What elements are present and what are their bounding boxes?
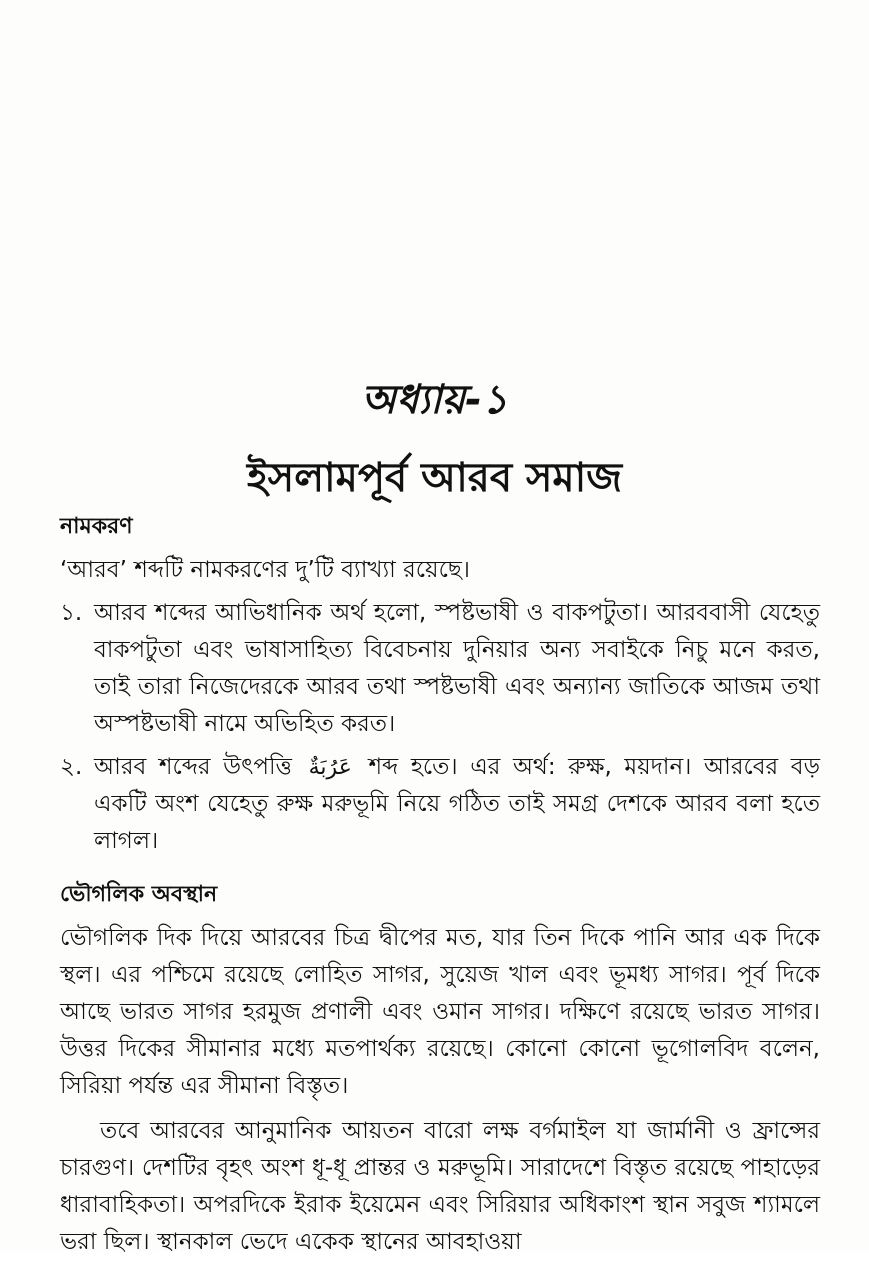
section-naming — [60, 512, 820, 860]
list-item — [60, 595, 820, 743]
intro-paragraph: ‘আরব’ শব্দটি নামকরণের দু’টি ব্যাখ্যা রয়েছে। — [60, 557, 470, 583]
paragraph: ভৌগলিক দিক দিয়ে আরবের চিত্র দ্বীপের মত, যার তিন দিকে পানি আর এক দিকে স্থল। এর পশ্চিমে রয়েছে লোহিত সাগর, সুয়েজ খাল এবং ভূমধ্য সাগর। পূর্ব দিকে আছে ভারত সাগর হরমুজ প্রণালী এবং ওমান সাগর। দক্ষিণে রয়েছে ভারত সাগর। উত্তর দিকের সীমানার মধ্যে মতপার্থক্য রয়েছে। কোনো কোনো ভূগোলবিদ বলেন, সিরিয়া পর্যন্ত এর সীমানা বিস্তৃত। — [60, 925, 820, 1099]
list-item — [60, 749, 820, 860]
section-geography — [60, 880, 820, 1261]
section-heading: ভৌগলিক অবস্থান — [60, 882, 218, 907]
paragraph: তবে আরবের আনুমানিক আয়তন বারো লক্ষ বর্গমাইল যা জার্মানী ও ফ্রান্সের চারগুণ। দেশটির বৃহৎ অংশ ধূ-ধূ প্রান্তর ও মরুভূমি। সারাদেশে বিস্তৃত রয়েছে পাহাড়ের ধারাবাহিকতা। অপরদিকে ইরাক ইয়েমেন এবং সিরিয়ার অধিকাংশ স্থান সবুজ শ্যামলে ভরা ছিল। স্থানকাল ভেদে একেক স্থানের আবহাওয়া — [60, 1118, 820, 1255]
list-number: ১. — [60, 600, 83, 626]
list-item-text: আরব শব্দের উৎপত্তি — [94, 754, 293, 780]
arabic-word: عَرُبَةٌ — [308, 755, 352, 780]
section-heading: নামকরণ — [60, 514, 133, 539]
page-content — [60, 512, 820, 1261]
list-item-text: শব্দ হতে। এর অর্থ: রুক্ষ, ময়দান। আরবের বড় একটি অংশ যেহেতু রুক্ষ মরুভূমি নিয়ে গঠিত তাই সমগ্র দেশকে আরব বলা হতে লাগল। — [94, 754, 821, 854]
explanation-list — [60, 595, 820, 860]
list-number: ২. — [60, 754, 83, 780]
chapter-title: ইসলামপূর্ব আরব সমাজ — [246, 455, 623, 501]
list-item-text: আরব শব্দের আভিধানিক অর্থ হলো, স্পষ্টভাষী ও বাকপটুতা। আরববাসী যেহেতু বাকপটুতা এবং ভাষাসাহিত্য বিবেচনায় দুনিয়ার অন্য সবাইকে নিচু মনে করত, তাই তারা নিজেদেরকে আরব তথা স্পষ্টভাষী এবং অন্যান্য জাতিকে আজম তথা অস্পষ্টভাষী নামে অভিহিত করত। — [94, 600, 820, 737]
chapter-label: অধ্যায়-১ — [361, 377, 508, 423]
